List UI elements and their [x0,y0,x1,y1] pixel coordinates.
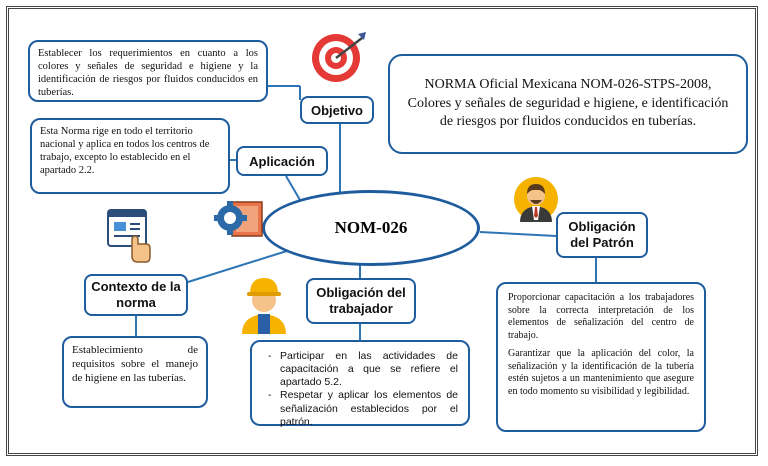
title-box [388,54,748,154]
objetivo-label-text: Objetivo [310,102,363,118]
line-patron [480,232,556,236]
trabajador-label [306,278,416,324]
title-text: NORMA Oficial Mexicana NOM-026-STPS-2008, Colores y señales de seguridad e higiene, e identificación de riesgos por fluidos conducidos en tuberías. [407,76,729,130]
patron-label [556,212,648,258]
patron-label-text: Obligación del Patrón [568,218,636,250]
objetivo-text-box [28,40,268,102]
aplicacion-text: Esta Norma rige en todo el territorio nacional y aplica en todos los centros de trabajo, excepto lo establecido en el apartado 2.2. [40,126,210,177]
contexto-label-text: Contexto de la norma [91,278,181,310]
objetivo-label [300,96,374,124]
contexto-label [84,274,188,316]
aplicacion-label [236,146,328,176]
center-label: NOM-026 [334,218,408,237]
list-item: - Participar en las actividades de capacitación a que se refiere el apartado 5.2. [280,350,458,389]
list-item: - Respetar y aplicar los elementos de señalización establecidos por el patrón. [280,389,458,428]
aplicacion-text-box [30,118,230,194]
document-hand-icon [104,206,154,266]
patron-text-box [496,282,706,432]
businessman-icon [508,176,564,222]
center-node [262,190,480,266]
objetivo-text: Establecer los requerimientos en cuanto a los colores y señales de seguridad e higiene y la identificación de riesgos por fluidos conducidos en tuberías. [38,48,258,99]
target-icon [306,26,370,86]
worker-icon [236,272,292,334]
patron-paragraph: Garantizar que la aplicación del color, la señalización y la identificación de la tubería estén sujetos a un mantenimiento que asegure en todo momento su visibilidad y legibilidad. [508,348,694,397]
patron-paragraph: Proporcionar capacitación a los trabajadores sobre la correcta interpretación de los elementos de señalización del centro de trabajo. [508,292,694,341]
contexto-text-box [62,336,208,408]
trabajador-list [266,350,458,429]
line-aplicacion [286,176,300,200]
trabajador-text-box [250,340,470,426]
aplicacion-label-text: Aplicación [249,153,315,169]
contexto-text: Establecimiento de requisitos sobre el manejo de higiene en las tuberías. [72,344,198,384]
gear-blueprint-icon [214,196,268,240]
trabajador-label-text: Obligación del trabajador [316,284,406,316]
